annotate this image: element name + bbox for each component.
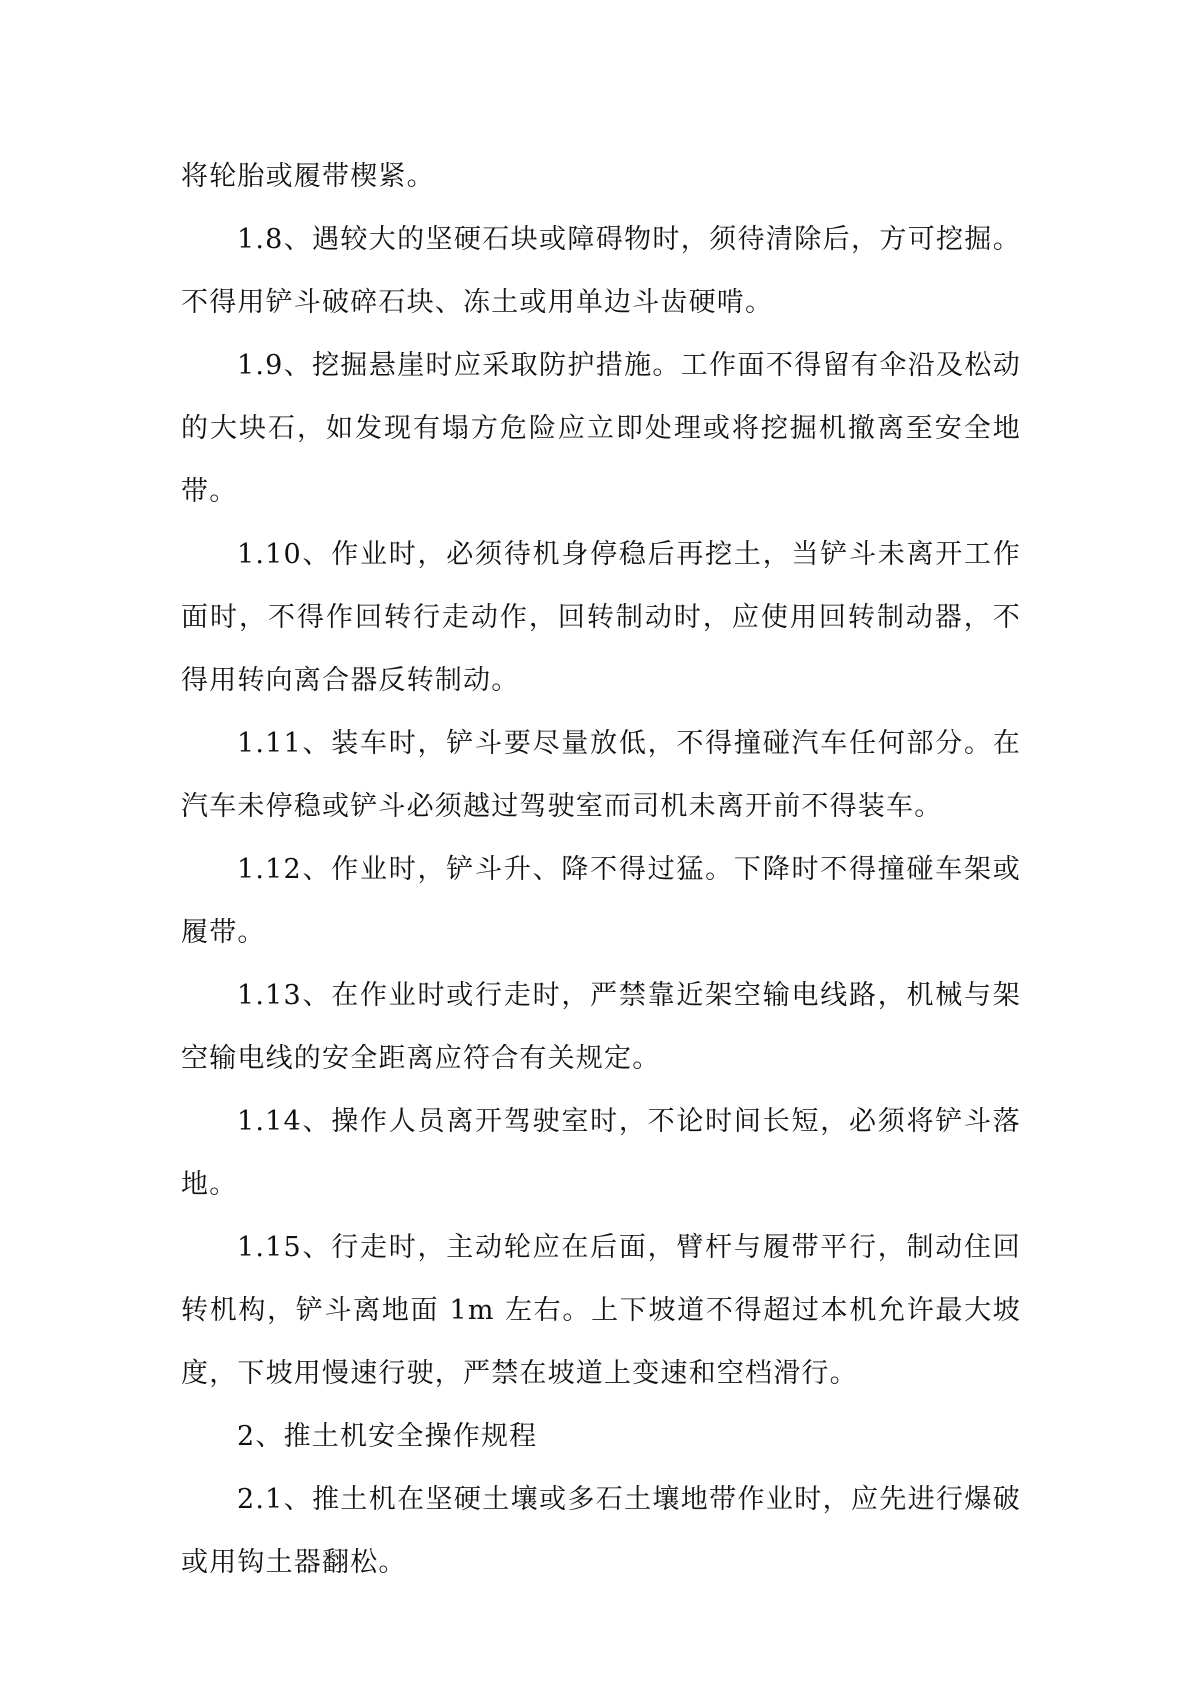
paragraph-1-10: 1.10、作业时，必须待机身停稳后再挖土，当铲斗未离开工作面时，不得作回转行走动作，回转制动时，应使用回转制动器，不得用转向离合器反转制动。 — [181, 539, 1021, 696]
paragraph-continuation: 将轮胎或履带楔紧。 — [181, 161, 435, 192]
paragraph-1-13: 1.13、在作业时或行走时，严禁靠近架空输电线路，机械与架空输电线的安全距离应符合有关规定。 — [181, 980, 1021, 1074]
section-heading-2: 2、推土机安全操作规程 — [237, 1421, 538, 1452]
paragraph-1-12: 1.12、作业时，铲斗升、降不得过猛。下降时不得撞碰车架或履带。 — [181, 854, 1021, 948]
document-body — [181, 145, 1021, 1594]
paragraph-1-11: 1.11、装车时，铲斗要尽量放低，不得撞碰汽车任何部分。在汽车未停稳或铲斗必须越过驾驶室而司机未离开前不得装车。 — [181, 728, 1021, 822]
paragraph-1-8: 1.8、遇较大的坚硬石块或障碍物时，须待清除后，方可挖掘。不得用铲斗破碎石块、冻土或用单边斗齿硬啃。 — [181, 224, 1021, 318]
paragraph-1-9: 1.9、挖掘悬崖时应采取防护措施。工作面不得留有伞沿及松动的大块石，如发现有塌方危险应立即处理或将挖掘机撤离至安全地带。 — [181, 350, 1021, 507]
paragraph-1-15: 1.15、行走时，主动轮应在后面，臂杆与履带平行，制动住回转机构，铲斗离地面 1m 左右。上下坡道不得超过本机允许最大坡度，下坡用慢速行驶，严禁在坡道上变速和空档滑行。 — [181, 1232, 1021, 1389]
paragraph-2-1: 2.1、推土机在坚硬土壤或多石土壤地带作业时，应先进行爆破或用钩土器翻松。 — [181, 1484, 1021, 1578]
paragraph-1-14: 1.14、操作人员离开驾驶室时，不论时间长短，必须将铲斗落地。 — [181, 1106, 1021, 1200]
